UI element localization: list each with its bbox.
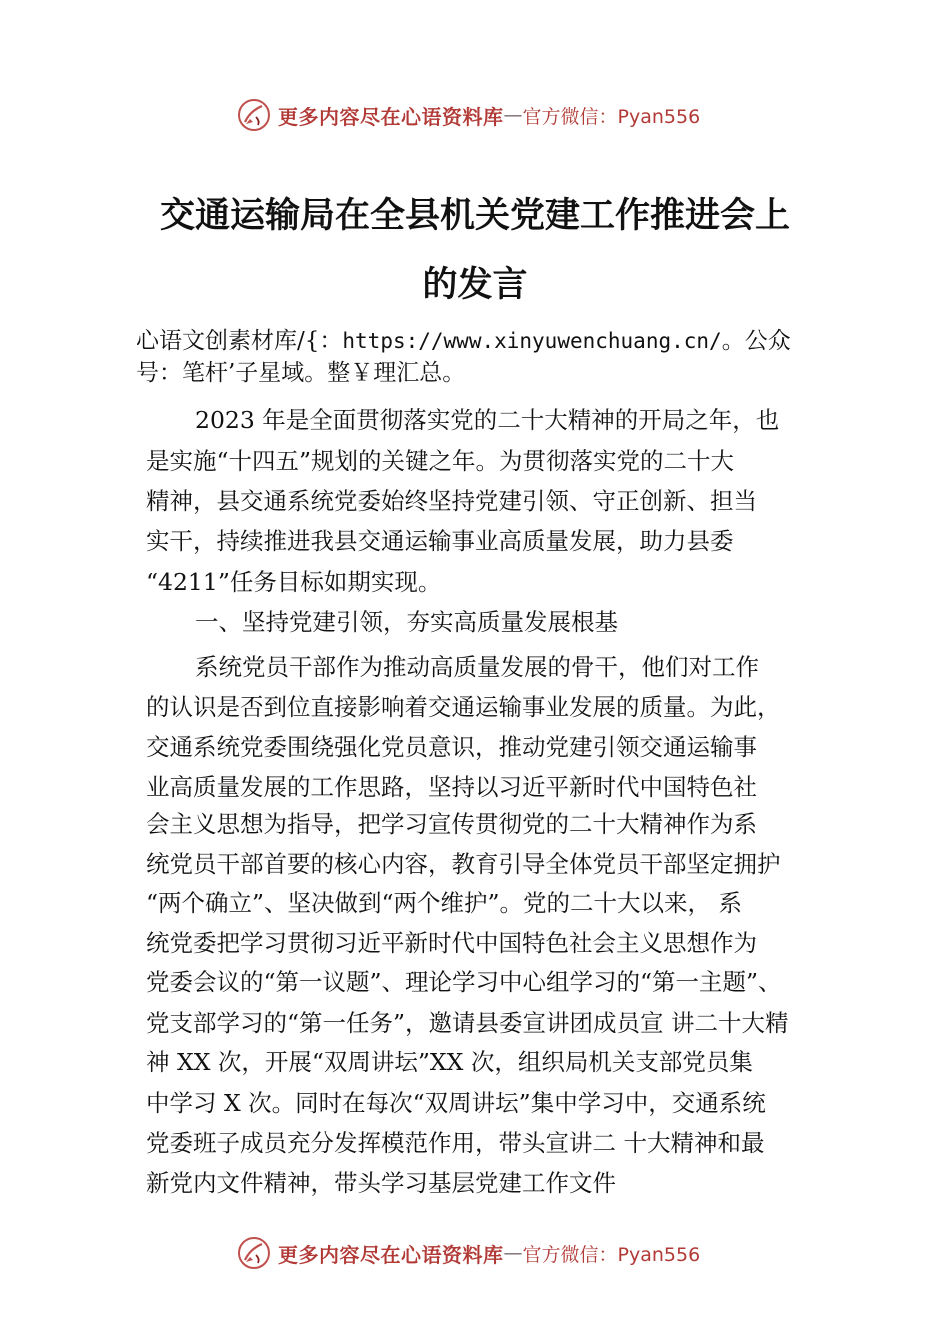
pen-logo-icon — [236, 97, 272, 133]
document-title-line-2: 的发言 — [422, 264, 528, 305]
paragraph-line: 系统党员干部作为推动高质量发展的骨干，他们对工作 — [195, 653, 759, 681]
footer-banner — [236, 1233, 756, 1273]
banner-separator: — — [503, 1242, 523, 1264]
source-url[interactable]: https://www.xinyuwenchuang.cn/ — [342, 329, 722, 353]
paragraph-line: 交通系统党委围绕强化党员意识，推动党建引领交通运输事 — [146, 733, 757, 761]
section-heading: 一、坚持党建引领，夯实高质量发展根基 — [195, 608, 618, 636]
paragraph-line: 会主义思想为指导，把学习宣传贯彻党的二十大精神作为系 — [146, 810, 757, 838]
paragraph-line: 党支部学习的“第一任务”，邀请县委宣讲团成员宣 讲二十大精 — [146, 1009, 789, 1037]
paragraph-line: 实干，持续推进我县交通运输事业高质量发展，助力县委 — [146, 527, 734, 555]
banner-wechat: 官方微信：Pyan556 — [522, 1243, 701, 1266]
paragraph-line: 精神，县交通系统党委始终坚持党建引领、守正创新、担当 — [146, 487, 757, 515]
paragraph-line: 中学习 X 次。同时在每次“双周讲坛”集中学习中，交通系统 — [146, 1089, 766, 1117]
source-suffix: 。公众 — [721, 328, 791, 354]
paragraph-line: 党委会议的“第一议题”、理论学习中心组学习的“第一主题”、 — [146, 968, 782, 996]
source-line-2: 号：笔杆’子星域。整￥理汇总。 — [136, 360, 466, 386]
banner-separator: — — [503, 104, 523, 126]
source-prefix: 心语文创素材库/{： — [136, 328, 343, 354]
paragraph-line: “4211”任务目标如期实现。 — [146, 568, 442, 596]
header-banner — [236, 95, 756, 135]
paragraph-line: 业高质量发展的工作思路，坚持以习近平新时代中国特色社 — [146, 773, 757, 801]
pen-logo-icon — [236, 1235, 272, 1271]
paragraph-line: 2023 年是全面贯彻落实党的二十大精神的开局之年，也 — [195, 406, 780, 434]
paragraph-line: 神 XX 次，开展“双周讲坛”XX 次，组织局机关支部党员集 — [146, 1048, 753, 1076]
banner-brand: 更多内容尽在心语资料库 — [278, 104, 504, 129]
paragraph-line: 统党员干部首要的核心内容，教育引导全体党员干部坚定拥护 — [146, 850, 781, 878]
paragraph-line: 新党内文件精神，带头学习基层党建工作文件 — [146, 1169, 616, 1197]
document-title-line-1: 交通运输局在全县机关党建工作推进会上 — [159, 195, 790, 236]
banner-wechat: 官方微信：Pyan556 — [522, 105, 701, 128]
paragraph-line: 党委班子成员充分发挥模范作用，带头宣讲二 十大精神和最 — [146, 1129, 765, 1157]
source-line-1 — [136, 322, 791, 355]
paragraph-line: “两个确立”、坚决做到“两个维护”。党的二十大以来， 系 — [146, 889, 743, 917]
paragraph-line: 统党委把学习贯彻习近平新时代中国特色社会主义思想作为 — [146, 929, 757, 957]
banner-brand: 更多内容尽在心语资料库 — [278, 1242, 504, 1267]
paragraph-line: 是实施“十四五”规划的关键之年。为贯彻落实党的二十大 — [146, 447, 735, 475]
paragraph-line: 的认识是否到位直接影响着交通运输事业发展的质量。为此， — [146, 693, 781, 721]
